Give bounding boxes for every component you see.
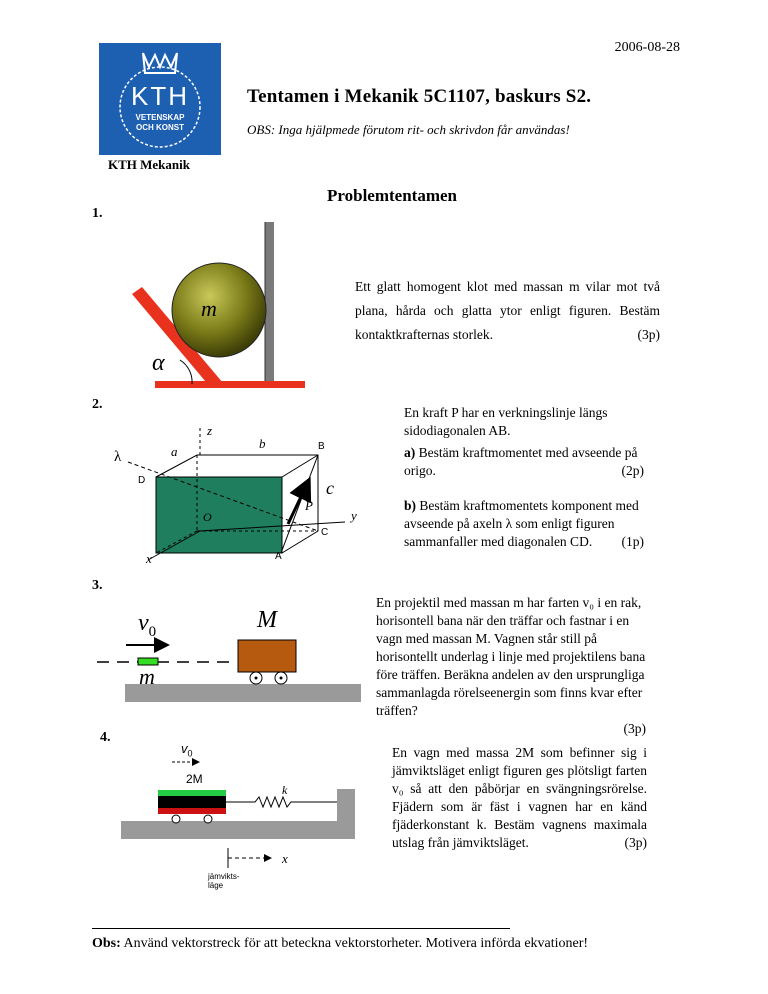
problem-2-P-label: P xyxy=(305,498,313,513)
problem-1-number: 1. xyxy=(92,206,103,221)
problem-2-b-label: b xyxy=(259,436,266,451)
problem-2-c-label: c xyxy=(326,478,334,498)
section-title: Problemtentamen xyxy=(327,186,457,205)
problem-4-x-label: x xyxy=(282,851,288,866)
problem-2-number: 2. xyxy=(92,397,103,412)
problem-3-M-label: M xyxy=(257,607,277,633)
problem-4-text xyxy=(392,744,647,852)
problem-2-part-a-points: (2p) xyxy=(621,463,644,478)
problem-2-part-b-text: Bestäm kraftmomentets komponent med avseende på axeln λ som enligt figuren sammanfaller med diagonalen CD. xyxy=(404,498,639,549)
problem-1-angle-label: α xyxy=(152,350,165,376)
problem-3-number: 3. xyxy=(92,578,103,593)
problem-4-equilibrium-label: jämvikts- läge xyxy=(208,872,240,890)
problem-4-statement: En vagn med massa 2M som befinner sig i jämviktsläget enligt figuren ges plötsligt farten v₀ så att den påbörjar en svängningsrörelse. Fjädern som är fäst i vagnen har en känd fjäderkonstant k. Bestäm vagnens maximala utslag från jämviktsläget. xyxy=(392,745,647,850)
department: KTH Mekanik xyxy=(108,157,190,172)
exam-title: Tentamen i Mekanik 5C1107, baskurs S2. xyxy=(247,86,592,107)
problem-4-v0-label: $v_0$ xyxy=(181,741,193,759)
logo-subtitle-1: VETENSKAP xyxy=(135,113,185,122)
problem-4-mass-label: 2M xyxy=(186,772,203,786)
logo-text: KTH xyxy=(131,81,189,111)
problem-2-C-label: C xyxy=(321,527,329,538)
problem-3-m-label: m xyxy=(139,664,155,689)
problem-3-points: (3p) xyxy=(623,721,646,736)
problem-2-part-b-label: b) xyxy=(404,498,417,513)
problem-2-intro: En kraft P har en verkningslinje längs sidodiagonalen AB. xyxy=(404,405,608,438)
problem-4-number: 4. xyxy=(100,730,111,745)
problem-2-A-label: A xyxy=(275,551,282,562)
logo-subtitle-2: OCH KONST xyxy=(136,123,184,132)
problem-2-O-label: O xyxy=(203,510,212,524)
problem-2-D-label: D xyxy=(138,475,146,486)
problem-2-part-a-text: Bestäm kraftmomentet med avseende på origo. xyxy=(404,445,638,478)
problem-3-v0-label: $v_0$ xyxy=(138,610,157,640)
problem-1-statement: Ett glatt homogent klot med massan m vilar mot två plana, hårda och glatta ytor enligt figuren. Bestäm kontaktkrafternas storlek. xyxy=(355,279,660,342)
date: 2006-08-28 xyxy=(614,40,680,55)
problem-4-points: (3p) xyxy=(624,835,647,850)
problem-2-lambda-label: λ xyxy=(114,449,122,465)
footer-note xyxy=(92,936,588,952)
problem-1-points: (3p) xyxy=(637,327,660,342)
footer-bold: Obs: xyxy=(92,936,121,951)
problem-2-y-label: y xyxy=(351,508,357,523)
problem-2-x-label: x xyxy=(146,551,152,566)
problem-2-B-label: B xyxy=(318,441,325,452)
obs-note: OBS: Inga hjälpmede förutom rit- och skrivdon får användas! xyxy=(247,122,570,137)
footer-text: Använd vektorstreck för att beteckna vektorstorheter. Motivera införda ekvationer! xyxy=(120,936,589,951)
footer-rule xyxy=(92,928,510,929)
problem-2-part-b-points: (1p) xyxy=(621,534,644,549)
problem-1-mass-label: m xyxy=(201,296,217,321)
problem-2-part-a-label: a) xyxy=(404,445,416,460)
problem-2-a-label: a xyxy=(171,444,178,459)
problem-2-z-label: z xyxy=(207,423,213,438)
problem-3-statement: En projektil med massan m har farten v₀ i en rak, horisontell bana när den träffar och fastnar i en vagn med massan M. Vagnen står still på horisontellt underlag i linje med projektilens bana före träffen. Beräkna andelen av den ursprungliga sammanlagda rörelseenergin som finns kvar efter träffen? xyxy=(376,595,646,718)
problem-4-k-label: k xyxy=(282,783,288,797)
